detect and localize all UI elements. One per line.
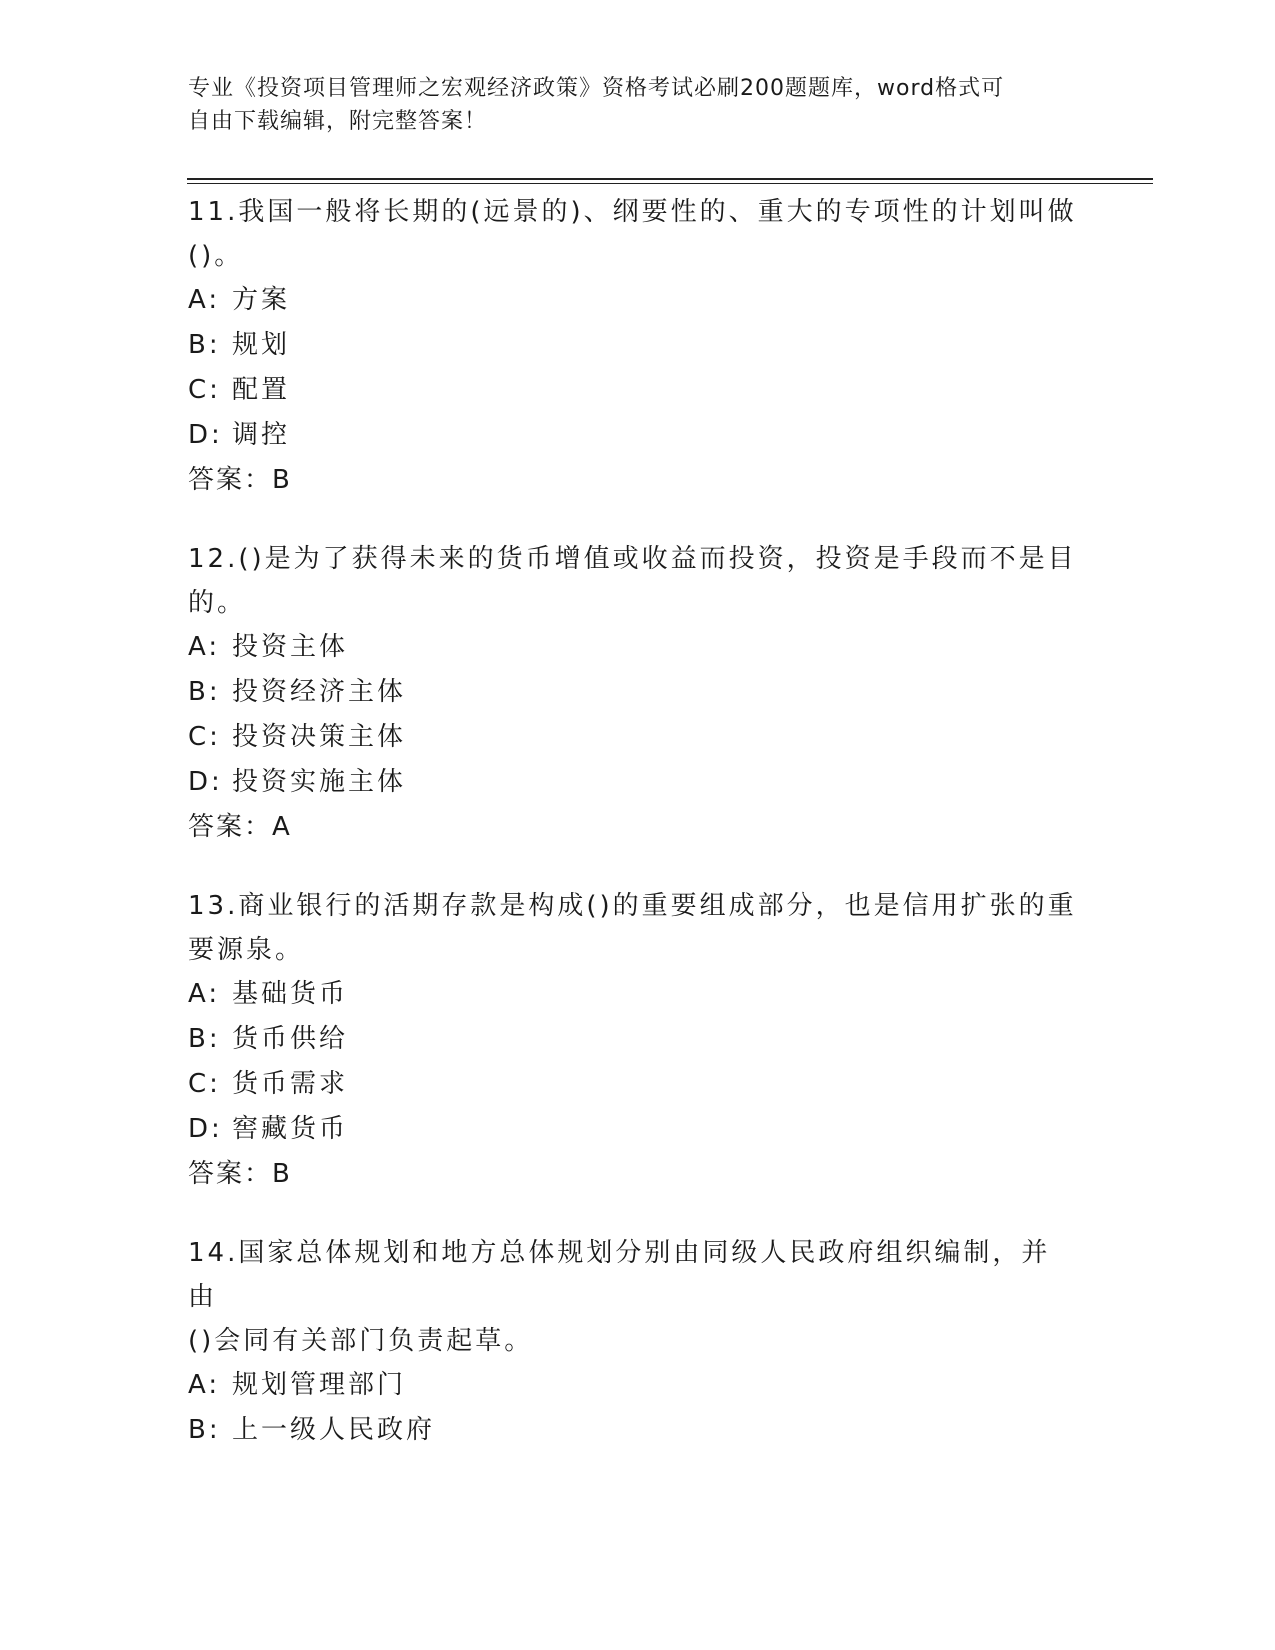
option-letter: C: (188, 375, 221, 405)
option-letter: A: (188, 285, 221, 315)
option-text: 上一级人民政府 (232, 1415, 436, 1445)
option-letter: B: (188, 677, 221, 707)
question-text-line-1: 13.商业银行的活期存款是构成()的重要组成部分，也是信用扩张的重 (188, 891, 1077, 921)
option-text: 规划管理部门 (232, 1370, 407, 1400)
option-text: 规划 (232, 330, 291, 360)
option-text: 方案 (232, 285, 291, 315)
document-header (188, 72, 1068, 138)
option-b (188, 670, 1078, 715)
question-11 (188, 190, 1078, 503)
question-12 (188, 537, 1078, 850)
question-text-line-1: 14.国家总体规划和地方总体规划分别由同级人民政府组织编制，并由 (188, 1238, 1051, 1312)
option-letter: B: (188, 1415, 221, 1445)
option-text: 投资经济主体 (232, 677, 407, 707)
question-text-line-1: 11.我国一般将长期的(远景的)、纲要性的、重大的专项性的计划叫做 (188, 197, 1077, 227)
question-text-line-2: ()会同有关部门负责起草。 (188, 1326, 534, 1356)
question-text-line-2: 要源泉。 (188, 935, 305, 965)
option-c (188, 1062, 1078, 1107)
option-b (188, 1408, 1078, 1453)
option-b (188, 1017, 1078, 1062)
header-line-2: 自由下载编辑，附完整答案！ (188, 109, 488, 134)
option-letter: A: (188, 979, 221, 1009)
option-d (188, 1107, 1078, 1152)
option-letter: D: (188, 420, 223, 450)
option-letter: C: (188, 722, 221, 752)
option-a (188, 972, 1078, 1017)
option-letter: D: (188, 767, 223, 797)
answer-line: 答案：A (188, 812, 292, 842)
option-text: 投资决策主体 (232, 722, 407, 752)
question-text-line-1: 12.()是为了获得未来的货币增值或收益而投资，投资是手段而不是目 (188, 544, 1077, 574)
option-text: 投资实施主体 (232, 767, 407, 797)
option-d (188, 413, 1078, 458)
question-text-line-2: 的。 (188, 588, 247, 618)
option-text: 投资主体 (232, 632, 349, 662)
option-text: 货币需求 (232, 1069, 349, 1099)
option-text: 配置 (232, 375, 291, 405)
option-d (188, 760, 1078, 805)
option-text: 窖藏货币 (232, 1114, 349, 1144)
option-letter: C: (188, 1069, 221, 1099)
option-letter: A: (188, 1370, 221, 1400)
option-letter: B: (188, 330, 221, 360)
option-text: 货币供给 (232, 1024, 349, 1054)
option-letter: D: (188, 1114, 223, 1144)
question-13 (188, 884, 1078, 1197)
header-divider (187, 178, 1153, 184)
option-letter: A: (188, 632, 221, 662)
answer-line: 答案：B (188, 465, 292, 495)
question-list (188, 190, 1078, 1487)
answer-line: 答案：B (188, 1159, 292, 1189)
question-text-line-2: ()。 (188, 241, 244, 271)
option-b (188, 323, 1078, 368)
option-text: 调控 (232, 420, 291, 450)
header-line-1: 专业《投资项目管理师之宏观经济政策》资格考试必刷200题题库，word格式可 (188, 76, 1005, 101)
option-letter: B: (188, 1024, 221, 1054)
option-a (188, 278, 1078, 323)
question-14 (188, 1231, 1078, 1453)
option-text: 基础货币 (232, 979, 349, 1009)
option-a (188, 625, 1078, 670)
option-a (188, 1363, 1078, 1408)
option-c (188, 715, 1078, 760)
option-c (188, 368, 1078, 413)
